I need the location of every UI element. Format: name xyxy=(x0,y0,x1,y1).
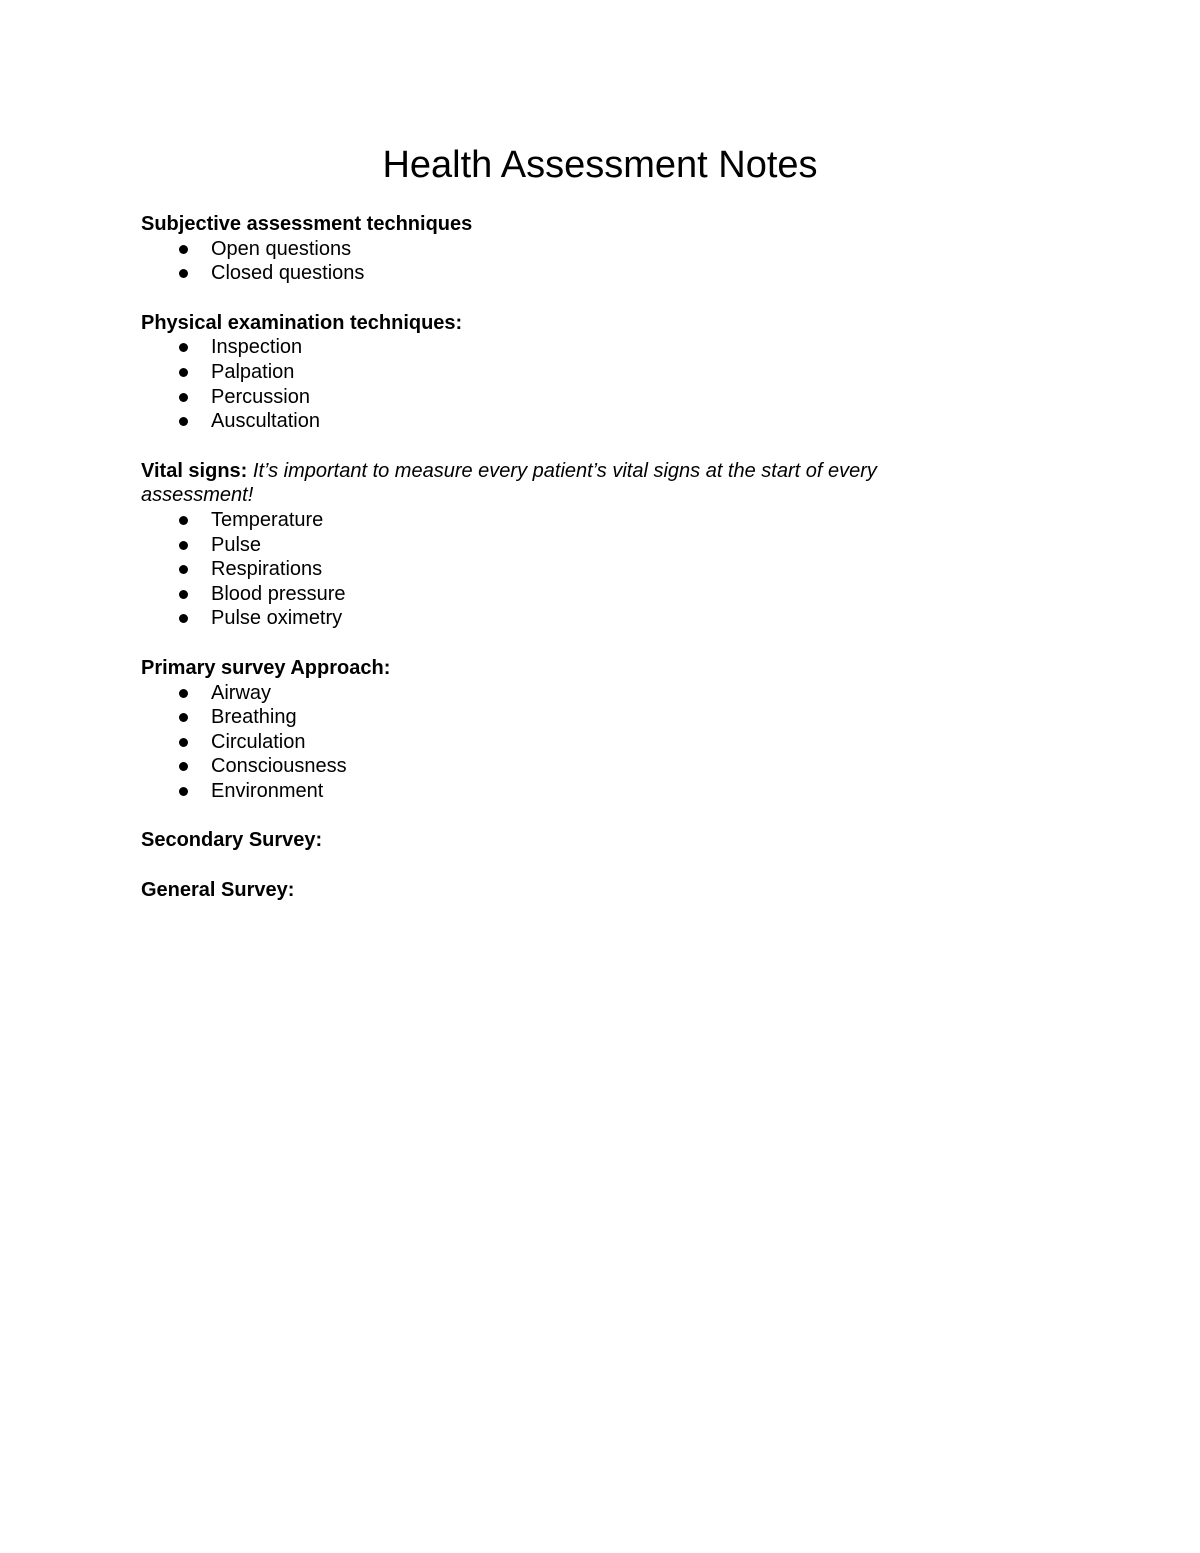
list-item xyxy=(141,779,961,804)
section-heading xyxy=(141,311,961,336)
list-item-text: Blood pressure xyxy=(211,582,346,605)
bullet-icon xyxy=(179,516,188,525)
heading-note: It’s important to measure every patient’s vital signs at the start of every assessment! xyxy=(141,459,877,507)
bullet-icon xyxy=(179,762,188,771)
heading-label: Primary survey Approach: xyxy=(141,656,391,679)
bullet-list xyxy=(141,681,961,804)
list-item xyxy=(141,237,961,262)
heading-label: General Survey: xyxy=(141,879,295,902)
bullet-list xyxy=(141,508,961,631)
list-item-text: Inspection xyxy=(211,336,303,359)
bullet-list xyxy=(141,335,961,433)
list-item xyxy=(141,681,961,706)
bullet-icon xyxy=(179,787,188,796)
bullet-icon xyxy=(179,713,188,722)
section-primary-survey xyxy=(141,656,961,804)
bullet-icon xyxy=(179,393,188,402)
list-item-text: Circulation xyxy=(211,730,306,753)
list-item-text: Temperature xyxy=(211,508,324,531)
list-item xyxy=(141,754,961,779)
list-item xyxy=(141,261,961,286)
list-item-text: Percussion xyxy=(211,385,310,408)
list-item-text: Airway xyxy=(211,681,272,704)
bullet-icon xyxy=(179,565,188,574)
list-item-text: Respirations xyxy=(211,558,323,581)
list-item xyxy=(141,533,961,558)
section-secondary-survey xyxy=(141,828,961,853)
list-item xyxy=(141,360,961,385)
heading-label: Subjective assessment techniques xyxy=(141,213,473,235)
list-item-text: Breathing xyxy=(211,706,297,729)
section-subjective-assessment xyxy=(141,212,961,286)
list-item-text: Consciousness xyxy=(211,755,347,778)
list-item-text: Closed questions xyxy=(211,262,365,285)
list-item xyxy=(141,508,961,533)
heading-label: Physical examination techniques: xyxy=(141,311,463,334)
bullet-icon xyxy=(179,590,188,599)
list-item-text: Auscultation xyxy=(211,410,320,433)
bullet-icon xyxy=(179,689,188,698)
bullet-list xyxy=(141,237,961,286)
bullet-icon xyxy=(179,614,188,623)
bullet-icon xyxy=(179,417,188,426)
page-title: Health Assessment Notes xyxy=(382,144,818,186)
list-item xyxy=(141,409,961,434)
bullet-icon xyxy=(179,368,188,377)
list-item xyxy=(141,385,961,410)
section-heading xyxy=(141,459,961,508)
list-item xyxy=(141,557,961,582)
section-physical-examination xyxy=(141,311,961,434)
list-item-text: Open questions xyxy=(211,237,352,260)
list-item-text: Environment xyxy=(211,779,324,802)
section-general-survey xyxy=(141,878,961,903)
section-vital-signs xyxy=(141,459,961,631)
list-item xyxy=(141,606,961,631)
heading-label: Secondary Survey: xyxy=(141,829,323,852)
heading-label: Vital signs: xyxy=(141,459,248,482)
list-item xyxy=(141,705,961,730)
list-item-text: Pulse xyxy=(211,533,262,556)
section-heading xyxy=(141,656,961,681)
section-heading xyxy=(141,212,961,237)
bullet-icon xyxy=(179,541,188,550)
list-item-text: Palpation xyxy=(211,360,295,383)
bullet-icon xyxy=(179,343,188,352)
list-item xyxy=(141,730,961,755)
bullet-icon xyxy=(179,738,188,747)
list-item xyxy=(141,335,961,360)
list-item-text: Pulse oximetry xyxy=(211,607,343,630)
document-body xyxy=(141,212,961,928)
list-item xyxy=(141,582,961,607)
bullet-icon xyxy=(179,269,188,278)
section-heading xyxy=(141,878,961,903)
section-heading xyxy=(141,828,961,853)
bullet-icon xyxy=(179,245,188,254)
